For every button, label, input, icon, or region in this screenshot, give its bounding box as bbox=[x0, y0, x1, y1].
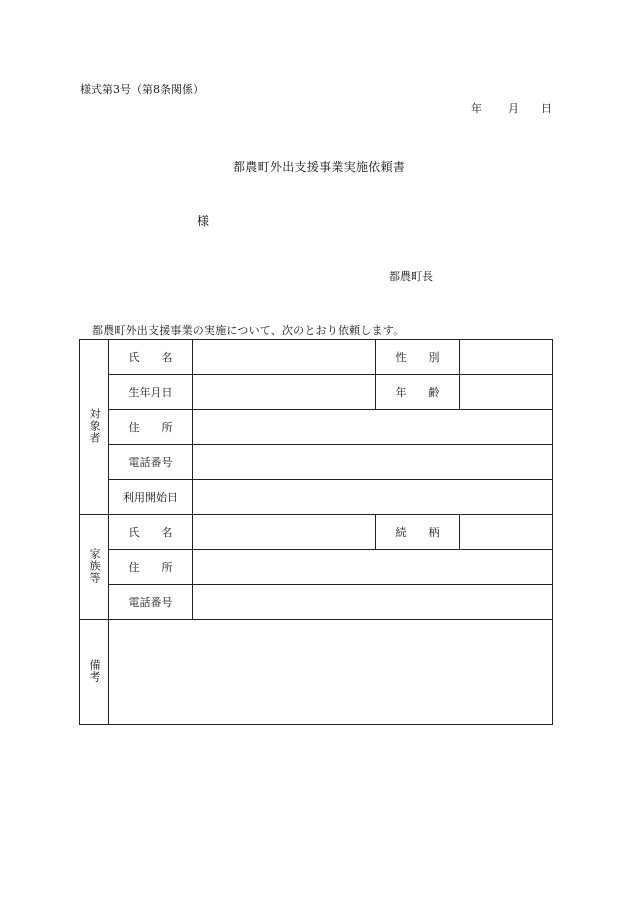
subject-name-label: 氏 名 bbox=[109, 340, 193, 375]
table-row bbox=[80, 410, 553, 445]
subject-sex-field[interactable] bbox=[460, 340, 553, 375]
table-row bbox=[80, 375, 553, 410]
group-remarks-label: 備考 bbox=[88, 658, 101, 683]
family-relation-label: 続 柄 bbox=[376, 515, 460, 550]
subject-address-field[interactable] bbox=[193, 410, 553, 445]
subject-phone-field[interactable] bbox=[193, 445, 553, 480]
subject-name-field[interactable] bbox=[193, 340, 376, 375]
group-subject-label: 対象者 bbox=[88, 407, 101, 444]
family-name-label: 氏 名 bbox=[109, 515, 193, 550]
subject-birth-field[interactable] bbox=[193, 375, 376, 410]
table-row bbox=[80, 550, 553, 585]
remarks-field[interactable] bbox=[109, 620, 553, 725]
group-family bbox=[80, 515, 109, 620]
group-subject bbox=[80, 340, 109, 515]
group-family-label: 家族等 bbox=[88, 547, 101, 584]
group-remarks bbox=[80, 620, 109, 725]
family-name-field[interactable] bbox=[193, 515, 376, 550]
table-row bbox=[80, 480, 553, 515]
subject-start-date-field[interactable] bbox=[193, 480, 553, 515]
addressee-suffix: 様 bbox=[197, 214, 210, 228]
table-row bbox=[80, 585, 553, 620]
form-number: 様式第3号（第8条関係） bbox=[80, 83, 204, 96]
date-day-label: 日 bbox=[541, 102, 552, 115]
subject-address-label: 住 所 bbox=[109, 410, 193, 445]
subject-start-date-label: 利用開始日 bbox=[109, 480, 193, 515]
family-address-field[interactable] bbox=[193, 550, 553, 585]
sender-name: 都農町長 bbox=[389, 270, 433, 283]
subject-phone-label: 電話番号 bbox=[109, 445, 193, 480]
lead-text: 都農町外出支援事業の実施について、次のとおり依頼します。 bbox=[92, 324, 405, 337]
family-address-label: 住 所 bbox=[109, 550, 193, 585]
subject-age-field[interactable] bbox=[460, 375, 553, 410]
request-form-table bbox=[79, 339, 553, 725]
family-relation-field[interactable] bbox=[460, 515, 553, 550]
date-month-label: 月 bbox=[508, 102, 519, 115]
family-phone-field[interactable] bbox=[193, 585, 553, 620]
subject-birth-label: 生年月日 bbox=[109, 375, 193, 410]
table-row bbox=[80, 340, 553, 375]
subject-sex-label: 性 別 bbox=[376, 340, 460, 375]
table-row bbox=[80, 445, 553, 480]
subject-age-label: 年 齢 bbox=[376, 375, 460, 410]
document-title: 都農町外出支援事業実施依頼書 bbox=[233, 160, 406, 174]
date-year-label: 年 bbox=[471, 102, 482, 115]
family-phone-label: 電話番号 bbox=[109, 585, 193, 620]
table-row bbox=[80, 515, 553, 550]
table-row bbox=[80, 620, 553, 725]
